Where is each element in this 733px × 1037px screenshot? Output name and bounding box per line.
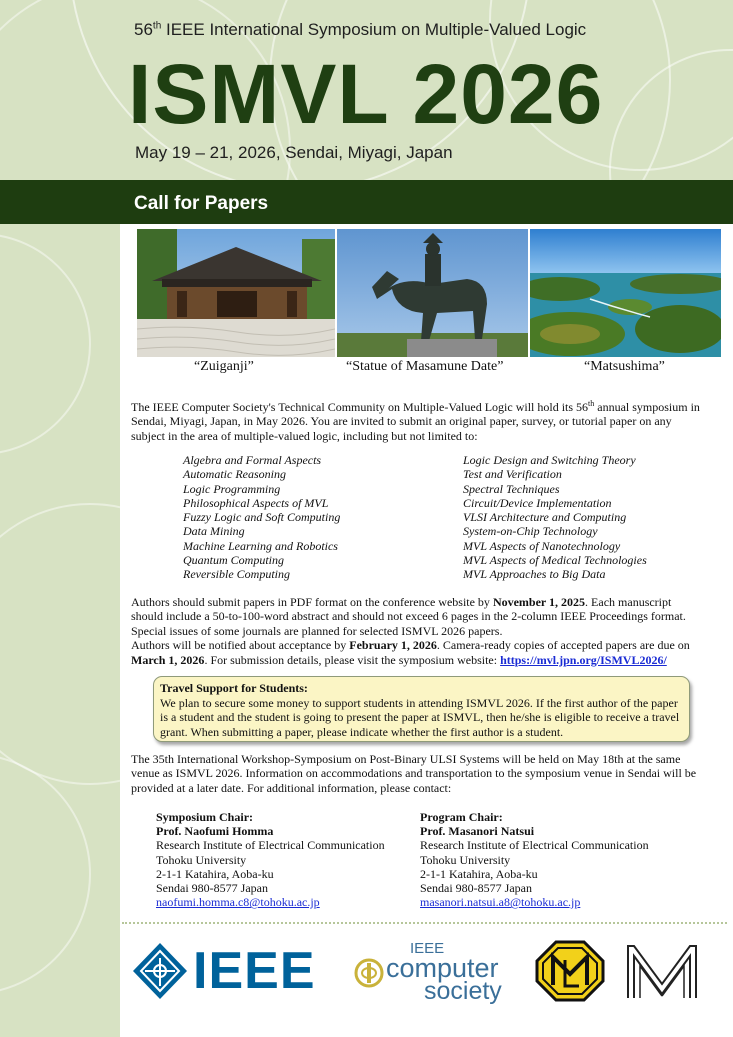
contact-line: 2-1-1 Katahira, Aoba-ku xyxy=(420,866,538,881)
topic-item: Fuzzy Logic and Soft Computing xyxy=(183,510,341,525)
topic-item: Logic Design and Switching Theory xyxy=(463,453,636,467)
travel-support-body: We plan to secure some money to support students in attending ISMVL 2026. If the first author of the paper is a student and the student is going to present the paper at ISMVL, then he/she is eligible to receive a travel grant. When submitting a paper, please indicate whether the first author is a student. xyxy=(160,696,680,739)
symposium-website-link[interactable]: https://mvl.jpn.org/ISMVL2026/ xyxy=(500,652,667,667)
topic-item: MVL Aspects of Nanotechnology xyxy=(463,538,621,553)
contact-line: Tohoku University xyxy=(156,852,247,867)
topics-list-left xyxy=(183,453,340,582)
call-for-papers-label: Call for Papers xyxy=(134,193,269,214)
topic-item: Automatic Reasoning xyxy=(183,467,286,482)
contact-line: 2-1-1 Katahira, Aoba-ku xyxy=(156,866,274,881)
travel-support-box xyxy=(153,676,690,742)
contact-line: Tohoku University xyxy=(420,852,511,867)
ieee-computer-society-logo xyxy=(352,940,522,1005)
topic-item: Quantum Computing xyxy=(183,553,285,568)
cs-computer-text: computer xyxy=(386,953,499,983)
contact-symposium-chair xyxy=(156,810,385,909)
symposium-dates: May 19 – 21, 2026, Sendai, Miyagi, Japan xyxy=(135,143,453,162)
photo-zuiganji xyxy=(137,229,335,357)
computer-society-emblem-icon xyxy=(354,958,384,988)
symposium-subtitle: 56th IEEE International Symposium on Multiple-Valued Logic xyxy=(134,20,587,39)
topic-item: Reversible Computing xyxy=(183,567,290,582)
workshop-paragraph: The 35th International Workshop-Symposium on Post-Binary ULSI Systems will be held on May 18th at the same venue as ISMVL 2026. Information on accommodations and transportation to the symposium venue in Sendai will be provided at a later date. For additional information, please contact: xyxy=(131,752,697,795)
topic-item: Machine Learning and Robotics xyxy=(183,538,338,553)
caption-statue: “Statue of Masamune Date” xyxy=(346,359,504,374)
caption-zuiganji: “Zuiganji” xyxy=(194,359,254,374)
caption-matsushima: “Matsushima” xyxy=(584,359,665,374)
topic-item: System-on-Chip Technology xyxy=(463,524,598,539)
topic-item: Circuit/Device Implementation xyxy=(463,495,612,510)
topic-item: MVL Aspects of Medical Technologies xyxy=(463,553,647,568)
topic-item: MVL Approaches to Big Data xyxy=(463,567,606,582)
ieee-wordmark: IEEE xyxy=(193,942,316,1000)
contact-line: Research Institute of Electrical Communication xyxy=(156,838,385,853)
intro-paragraph: The IEEE Computer Society's Technical Community on Multiple-Valued Logic will hold its 56th annual symposium in Sendai, Miyagi, Japan, in May 2026. You are invited to submit an original paper, survey, or tutorial paper on any subject in the area of multiple-valued logic, including but not limited to: xyxy=(131,399,700,443)
cs-society-text: society xyxy=(424,977,502,1005)
contact-name: Prof. Masanori Natsui xyxy=(420,824,535,839)
contact-role: Symposium Chair: xyxy=(156,810,254,824)
contact-line: Sendai 980-8577 Japan xyxy=(420,881,532,896)
cs-ieee-text: IEEE xyxy=(410,940,445,957)
footer-divider xyxy=(122,922,727,924)
ieee-logo xyxy=(131,940,326,1002)
topic-item: Data Mining xyxy=(183,524,245,539)
contact-name: Prof. Naofumi Homma xyxy=(156,824,274,839)
topic-item: Test and Verification xyxy=(463,467,562,482)
contact-email-link[interactable]: naofumi.homma.c8@tohoku.ac.jp xyxy=(156,895,320,910)
call-for-papers-band xyxy=(0,180,733,224)
contact-line: Research Institute of Electrical Communication xyxy=(420,838,649,853)
topic-item: VLSI Architecture and Computing xyxy=(463,510,627,525)
photo-matsushima xyxy=(530,229,721,357)
submission-paragraph: Authors should submit papers in PDF format on the conference website by November 1, 2025. Each manuscript should include a 50-to-100-word abstract and should not exceed 6 pages in the 2-column IEEE Proceedings format. Special issues of some journals are planned for selected ISMVL 2026 papers. Authors will be notified about acceptance by February 1, 2026. Camera-ready copies of accepted papers are due on March 1, 2026. For submission details, please visit the symposium website: https://mvl.jpn.org/ISMVL2026/ xyxy=(131,595,690,667)
header-banner xyxy=(0,0,733,180)
topics-list-right xyxy=(463,453,647,582)
contact-program-chair xyxy=(420,810,649,909)
travel-support-title: Travel Support for Students: xyxy=(160,681,308,695)
mvl-technical-community-logo xyxy=(535,940,605,1002)
left-decorative-strip xyxy=(0,224,120,1037)
contact-role: Program Chair: xyxy=(420,810,503,824)
contact-email-link[interactable]: masanori.natsui.a8@tohoku.ac.jp xyxy=(420,895,581,910)
photo-statue-masamune-date xyxy=(337,229,528,357)
topic-item: Spectral Techniques xyxy=(463,481,560,496)
mvl-symposium-logo xyxy=(624,940,700,1002)
topic-item: Algebra and Formal Aspects xyxy=(183,453,322,467)
page-title: ISMVL 2026 xyxy=(128,47,604,141)
topic-item: Logic Programming xyxy=(183,481,281,496)
topic-item: Philosophical Aspects of MVL xyxy=(183,495,329,510)
contact-line: Sendai 980-8577 Japan xyxy=(156,881,268,896)
